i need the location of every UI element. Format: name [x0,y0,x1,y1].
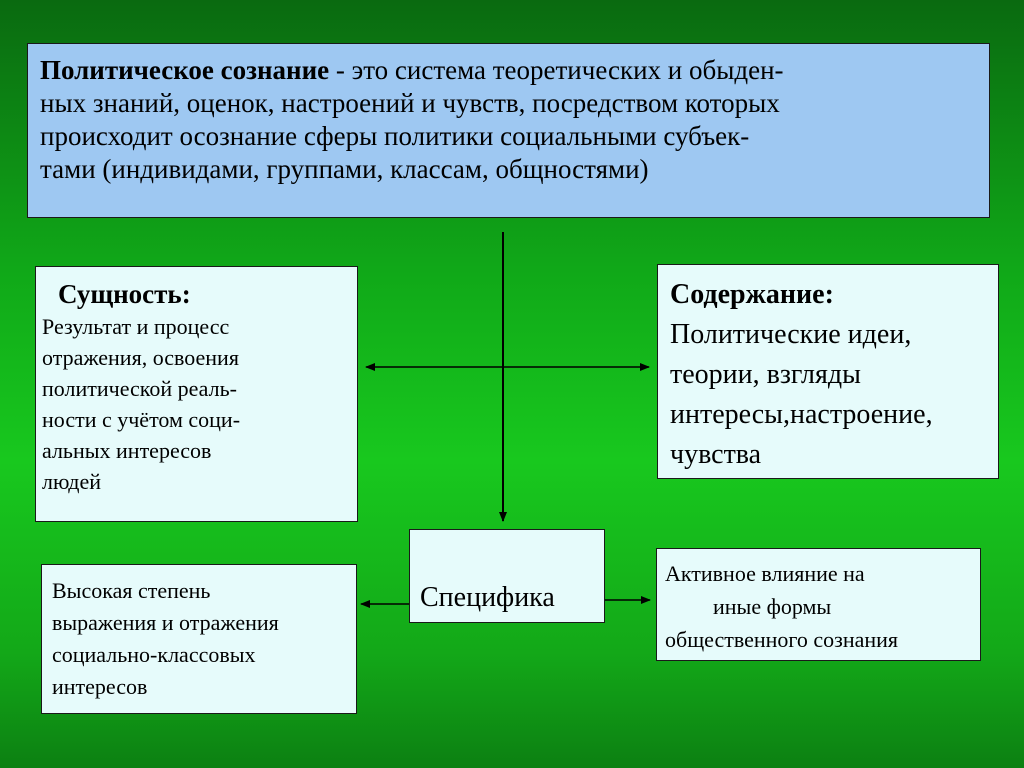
expression-line: интересов [52,674,148,699]
definition-box [27,43,990,218]
definition-term: Политическое сознание [40,55,330,85]
content-line: Политические идеи, [670,319,912,350]
essence-line: отражения, освоения [42,345,239,370]
expression-line: выражения и отражения [52,610,279,635]
influence-line: иные формы [713,594,832,619]
specifics-label: Специфика [420,582,555,613]
essence-line: ности с учётом соци- [42,407,241,432]
expression-line: Высокая степень [52,578,211,603]
essence-line: альных интересов [42,438,212,463]
essence-box [35,266,358,522]
content-line: чувства [670,439,762,470]
influence-box [656,548,981,661]
content-line: интересы,настроение, [670,399,933,430]
definition-line-2: ных знаний, оценок, настроений и чувств, посредством которых [40,88,780,118]
influence-line: общественного сознания [665,627,899,652]
content-title: Содержание: [670,279,834,310]
definition-line-4: тами (индивидами, группами, классам, общностями) [40,154,649,184]
essence-line: Результат и процесс [42,314,230,339]
definition-text: - это система теоретических и обыден- [329,55,784,85]
influence-line: Активное влияние на [665,561,865,586]
essence-line: людей [42,469,102,494]
definition-line-3: происходит осознание сферы политики социальными субъек- [40,121,750,151]
essence-title: Сущность: [58,279,191,309]
specifics-box [409,529,605,623]
definition-line-1 [40,54,977,87]
essence-line: политической реаль- [42,376,237,401]
expression-box [41,564,357,714]
content-box [657,264,999,479]
content-line: теории, взгляды [670,359,861,390]
expression-line: социально-классовых [52,642,256,667]
